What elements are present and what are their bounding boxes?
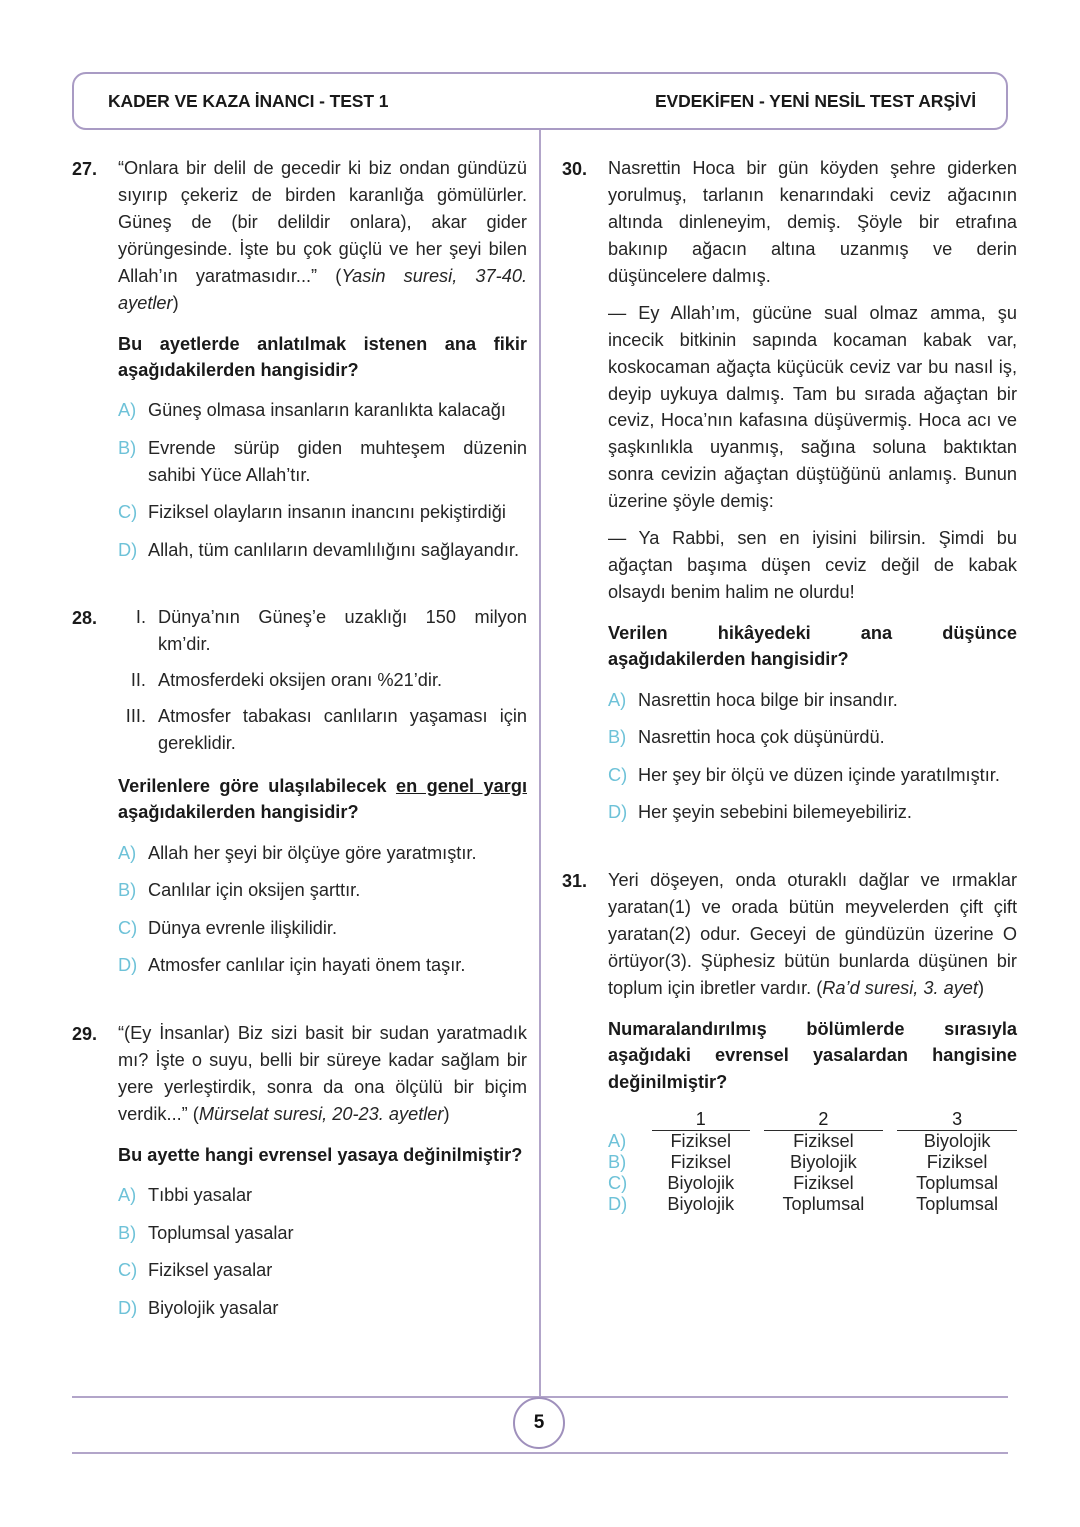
option-letter: B) [608,1151,627,1172]
table-row[interactable] [608,1130,1017,1152]
header-archive-title: EVDEKİFEN - YENİ NESİL TEST ARŞİVİ [654,90,976,111]
stem-text-part-1: Yeri döşeyen, onda oturaklı dağlar ve ırmaklar yaratan(1) ve orada bütün meyvelerden çift çift yaratan(2) odur. Geceyi de gündüzün üzerine O örtüyor(3). Şüphesiz bütün bunlarda düşünen bir toplum için ibretler vardır. ( [608,870,1017,998]
cell-value: Fiziksel [793,1130,854,1151]
option-letter: A) [118,400,137,421]
option-a[interactable] [118,840,527,867]
question-prompt: Verilen hikâyedeki ana düşünce aşağıdakilerden hangisidir? [608,623,1017,670]
option-c[interactable] [118,1257,527,1284]
option-label: Allah, tüm canlıların devamlılığını sağlayandır. [148,539,520,560]
option-d[interactable] [118,1295,527,1322]
option-c[interactable] [118,915,527,942]
option-label: Allah her şeyi bir ölçüye göre yaratmıştır. [148,842,477,863]
cell-gap [750,1152,764,1173]
answer-options [118,1182,527,1321]
option-letter: D) [118,955,138,976]
stem-text-part-2: ) [172,292,179,313]
option-label: Dünya evrenle ilişkilidir. [148,917,338,938]
option-d[interactable] [118,952,527,979]
cell-value: Fiziksel [670,1130,732,1151]
option-label: Tıbbi yasalar [148,1185,253,1206]
roman-text: Atmosferdeki oksijen oranı %21’dir. [158,670,443,691]
cell-value: Biyolojik [667,1172,735,1193]
answer-options [118,840,527,979]
table-row[interactable] [608,1194,1017,1215]
header-test-title: KADER VE KAZA İNANCI - TEST 1 [108,90,389,111]
option-letter: C) [608,764,628,785]
question-31 [562,867,1017,1215]
stem-source-reference: Yasin suresi, 37-40. ayetler [118,265,527,313]
roman-numeral-list [118,604,527,757]
cell-value: Toplumsal [916,1172,999,1193]
roman-item-ii [118,667,527,694]
cell-gap [883,1173,897,1194]
page-header-banner [72,72,1008,130]
table-row[interactable] [608,1173,1017,1194]
roman-text: Dünya’nın Güneş’e uzaklığı 150 milyon km’dir. [158,607,527,655]
option-label: Nasrettin hoca çok düşünürdü. [638,727,885,748]
cell-value: Fiziksel [926,1151,988,1172]
option-label: Güneş olmasa insanların karanlıkta kalacağı [148,400,506,421]
option-letter: B) [608,727,627,748]
page-number-badge: 5 [513,1397,565,1449]
header-gap [883,1109,897,1131]
question-28 [72,604,527,990]
story-paragraph-2: — Ey Allah’ım, gücüne sual olmaz amma, şu incecik bitkinin sapında kocaman kabak var, koskocaman ağaçta küçücük ceviz var bu nasıl iş, deyip uykuya dalmış. Tam bu sırada ağaçtan bir ceviz, Hoca’nın kafasına düşüvermiş. Hoca acı ve şaşkınlıkla uyanmış, sağına soluna baktıktan sonra cevizin ağaçtan düştüğünü anlamış. Bunun üzerine şöyle demiş: [608,302,1017,512]
option-a[interactable] [118,397,527,424]
option-label: Evrende sürüp giden muhteşem düzenin sahibi Yüce Allah’tır. [148,437,527,485]
option-letter: A) [118,1185,137,1206]
option-letter: A) [608,689,627,710]
cell-value: Toplumsal [782,1193,865,1214]
question-prompt: Bu ayetlerde anlatılmak istenen ana fikir aşağıdakilerden hangisidir? [118,333,527,381]
stem-source-reference: Ra’d suresi, 3. ayet [822,977,978,998]
option-letter: A) [608,1130,627,1151]
question-27 [72,155,527,574]
question-prompt: Bu ayette hangi evrensel yasaya değinilmiştir? [118,1144,523,1165]
option-letter: D) [118,539,138,560]
option-letter: B) [118,1222,137,1243]
question-29 [72,1020,527,1332]
question-stem [608,867,1017,1002]
question-prompt [118,773,527,826]
story-paragraph-3: — Ya Rabbi, sen en iyisini bilirsin. Şimdi bu ağaçtan başıma düşen ceviz değil de kabak olsaydı benim halim ne olurdu! [608,528,1017,603]
cell-value: Biyolojik [923,1130,991,1151]
question-30 [562,155,1017,837]
cell-value: Toplumsal [916,1193,999,1214]
stem-text-part-2: ) [443,1103,450,1124]
question-stem [118,155,527,317]
prompt-emphasis: en genel yargı [395,775,527,796]
stem-text-part-1: “Onlara bir delil de gecedir ki biz ondan gündüzü sıyırıp çekeriz de birden karanlığa gömülürler. Güneş de (bir delildir onlara), akar gider yörüngesinde. İşte bu çok güçlü ve her şeyi bilen Allah’ın yaratmasıdır...” ( [118,158,527,286]
option-a[interactable] [118,1182,527,1209]
cell-gap [750,1130,764,1152]
answer-matrix-table [608,1109,1017,1215]
table-row[interactable] [608,1152,1017,1173]
option-letter: A) [118,842,137,863]
cell-value: Fiziksel [793,1172,854,1193]
cell-gap [750,1194,764,1215]
question-number: 30. [562,159,588,179]
stem-source-reference: Mürselat suresi, 20-23. ayetler [198,1103,444,1124]
question-prompt: Numaralandırılmış bölümlerde sırasıyla aşağıdaki evrensel yasalardan hangisine değinilmiştir? [608,1018,1017,1092]
option-letter: C) [118,502,138,523]
question-stem [118,1020,527,1128]
roman-item-iii [118,703,527,757]
question-number: 31. [562,871,588,892]
option-label: Toplumsal yasalar [148,1222,294,1243]
table-header-row [608,1109,1017,1131]
option-letter: C) [118,917,138,938]
option-label: Fiziksel olayların insanın inancını pekiştirdiği [148,502,506,523]
option-letter: D) [118,1297,138,1318]
prompt-part-2: aşağıdakilerden hangisidir? [118,802,359,823]
option-label: Atmosfer canlılar için hayati önem taşır. [148,955,466,976]
option-d[interactable] [118,537,527,564]
cell-gap [750,1173,764,1194]
header-gap [750,1109,764,1131]
option-a[interactable] [608,687,1017,714]
column-header-1: 1 [652,1109,750,1131]
option-b[interactable] [118,877,527,904]
answer-options [118,397,527,563]
cell-value: Biyolojik [667,1193,735,1214]
option-letter: D) [608,1193,628,1214]
left-column [72,155,527,1362]
option-b[interactable] [118,435,527,488]
roman-label: III. [125,706,146,727]
option-letter: B) [118,880,137,901]
story-paragraph-1: Nasrettin Hoca bir gün köyden şehre giderken yorulmuş, tarlanın kenarındaki ceviz ağacının altında dinleneyim, demiş. Şöyle bir etrafına bakınıp ağacın altına uzanmış ve derin düşüncelere dalmış. [608,158,1017,286]
cell-gap [883,1194,897,1215]
answer-options [608,687,1017,826]
option-b[interactable] [118,1220,527,1247]
roman-label: II. [130,670,146,691]
question-number: 28. [72,608,98,629]
cell-value: Fiziksel [670,1151,732,1172]
option-b[interactable] [608,724,1017,751]
option-label: Biyolojik yasalar [148,1297,279,1318]
cell-gap [883,1130,897,1152]
right-column [562,155,1017,1245]
prompt-part-1: Verilenlere göre ulaşılabilecek [118,775,396,796]
column-header-2: 2 [764,1109,884,1131]
option-label: Canlılar için oksijen şarttır. [148,880,361,901]
option-letter: C) [118,1260,138,1281]
stem-text-part-2: ) [977,977,985,998]
roman-label: I. [135,607,146,628]
column-header-3: 3 [897,1109,1017,1131]
question-number: 27. [72,159,98,179]
option-letter: B) [118,437,137,458]
option-label: Her şeyin sebebini bilemeyebiliriz. [638,802,912,823]
column-divider [539,112,541,1397]
footer-rule-bottom [72,1452,1008,1454]
roman-text: Atmosfer tabakası canlıların yaşaması için gereklidir. [158,706,527,753]
option-c[interactable] [608,762,1017,789]
option-label: Nasrettin hoca bilge bir insandır. [638,689,898,710]
cell-gap [883,1152,897,1173]
question-number: 29. [72,1023,98,1044]
stem-text-part-1: “(Ey İnsanlar) Biz sizi basit bir sudan yaratmadık mı? İşte o suyu, belli bir süreye kadar sağlam bir yere yerleştirdik, sonra da ona ölçülü bir biçim verdik...” ( [118,1022,527,1124]
option-label: Her şey bir ölçü ve düzen içinde yaratılmıştır. [638,764,1000,785]
option-d[interactable] [608,799,1017,826]
option-label: Fiziksel yasalar [148,1260,273,1281]
roman-item-i [118,604,527,658]
option-letter: D) [608,802,628,823]
option-c[interactable] [118,499,527,526]
option-letter: C) [608,1172,628,1193]
header-spacer [608,1109,652,1131]
cell-value: Biyolojik [790,1151,857,1172]
